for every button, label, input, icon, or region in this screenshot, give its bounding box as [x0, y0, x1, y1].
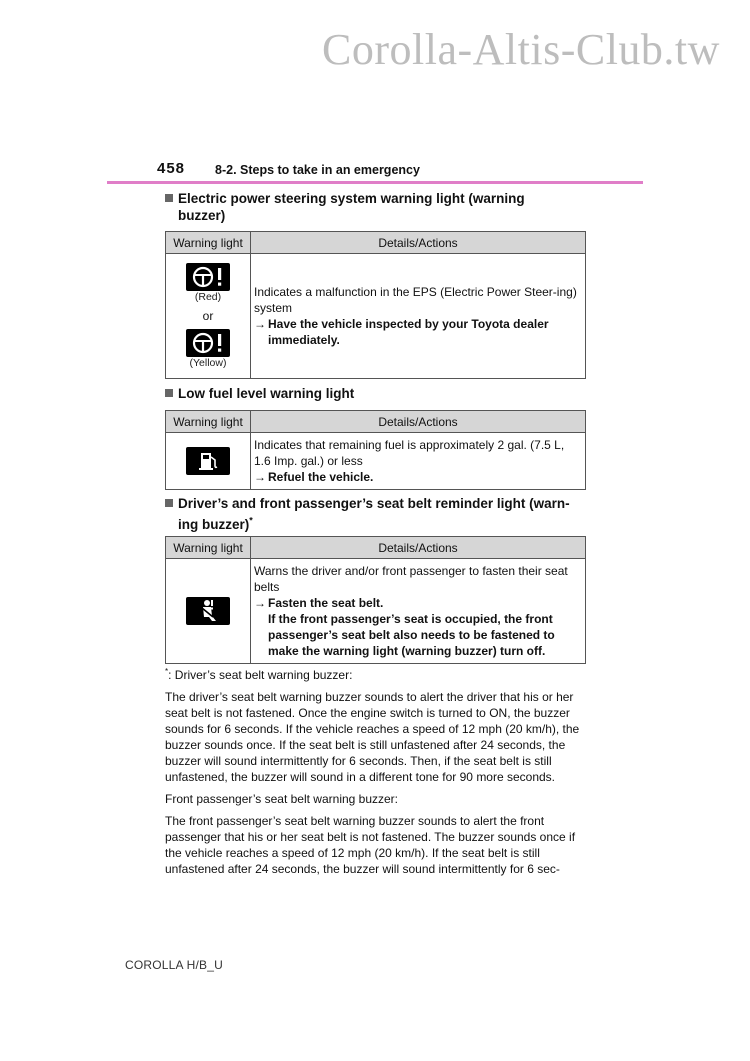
- watermark: Corolla-Altis-Club.tw: [322, 25, 720, 74]
- col-details: Details/Actions: [251, 411, 586, 433]
- col-details: Details/Actions: [251, 232, 586, 254]
- table-row: [166, 433, 586, 490]
- section-title-eps: Electric power steering system warning light (warning buzzer): [165, 190, 585, 224]
- table-row: [166, 254, 586, 379]
- details-cell: [251, 559, 586, 664]
- header-rule: [107, 181, 643, 184]
- footnote-paragraph: The front passenger’s seat belt warning buzzer sounds to alert the front passenger that his or her seat belt is not fastened. The buzzer sounds once if the vehicle reaches a speed of 12 mph (20 km/h). If the seat belt is still unfastened after 24 seconds, the buzzer will sound intermittently for 6 sec-: [165, 814, 576, 876]
- action-line: → Refuel the vehicle.: [254, 470, 374, 484]
- page-number: 458: [157, 160, 186, 177]
- square-bullet-icon: [165, 389, 173, 397]
- section-title-seatbelt: Driver’s and front passenger’s seat belt reminder light (warn- ing buzzer)*: [165, 495, 585, 533]
- arrow-icon: →: [254, 317, 266, 331]
- steering-wheel-warning-icon: [186, 263, 230, 291]
- chapter-title: 8-2. Steps to take in an emergency: [215, 163, 420, 177]
- details-cell: [251, 254, 586, 379]
- eps-warning-table: [165, 231, 586, 379]
- footnote-paragraph: The driver’s seat belt warning buzzer sounds to alert the driver that his or her seat belt is not fastened. Once the engine switch is turned to ON, the buzzer sounds for 6 seconds. If the vehicle reaches a speed of 12 mph (20 km/h), the buzzer sounds once. If the seat belt is still unfastened after 24 seconds, the buzzer will sound intermittently for 6 seconds. Then, if the seat belt is still unfastened, the buzzer will sound in a different tone for 90 more seconds.: [165, 690, 580, 784]
- section-title-fuel: Low fuel level warning light: [165, 385, 585, 402]
- arrow-icon: →: [254, 470, 266, 484]
- square-bullet-icon: [165, 194, 173, 202]
- arrow-icon: →: [254, 596, 266, 610]
- action-line: → Have the vehicle inspected by your Toyota dealer immediately.: [254, 317, 549, 347]
- seatbelt-reminder-icon: [186, 597, 230, 625]
- icon-label-yellow: (Yellow): [189, 356, 227, 369]
- seatbelt-warning-table: [165, 536, 586, 664]
- details-text: Indicates that remaining fuel is approximately 2 gal. (7.5 L, 1.6 Imp. gal.) or less: [254, 438, 565, 468]
- action-detail: If the front passenger’s seat is occupied, the front passenger’s seat belt also needs to be fastened to make the warning light (warning buzzer) turn off.: [268, 612, 555, 658]
- footnote-block: [165, 664, 585, 883]
- col-warning-light: Warning light: [166, 411, 251, 433]
- square-bullet-icon: [165, 499, 173, 507]
- icon-label-red: (Red): [194, 290, 222, 303]
- col-warning-light: Warning light: [166, 232, 251, 254]
- fuel-pump-icon: [186, 447, 230, 475]
- table-header-row: [166, 411, 586, 433]
- page-header: [157, 160, 637, 182]
- fuel-warning-table: [165, 410, 586, 490]
- col-details: Details/Actions: [251, 537, 586, 559]
- footnote-label: *: Driver’s seat belt warning buzzer:: [165, 667, 353, 682]
- table-header-row: [166, 537, 586, 559]
- details-cell: [251, 433, 586, 490]
- page-footer: COROLLA H/B_U: [125, 958, 223, 972]
- footnote-label-passenger: Front passenger’s seat belt warning buzzer:: [165, 792, 399, 806]
- or-label: or: [202, 308, 214, 323]
- details-text: Warns the driver and/or front passenger to fasten their seat belts: [254, 564, 568, 594]
- details-text: Indicates a malfunction in the EPS (Electric Power Steer-ing) system: [254, 285, 577, 315]
- steering-wheel-warning-icon: [186, 329, 230, 357]
- table-header-row: [166, 232, 586, 254]
- table-row: [166, 559, 586, 664]
- action-line: → Fasten the seat belt. If the front passenger’s seat is occupied, the front passenger’s seat belt also needs to be fastened to make the warning light (warning buzzer) turn off.: [254, 596, 555, 658]
- col-warning-light: Warning light: [166, 537, 251, 559]
